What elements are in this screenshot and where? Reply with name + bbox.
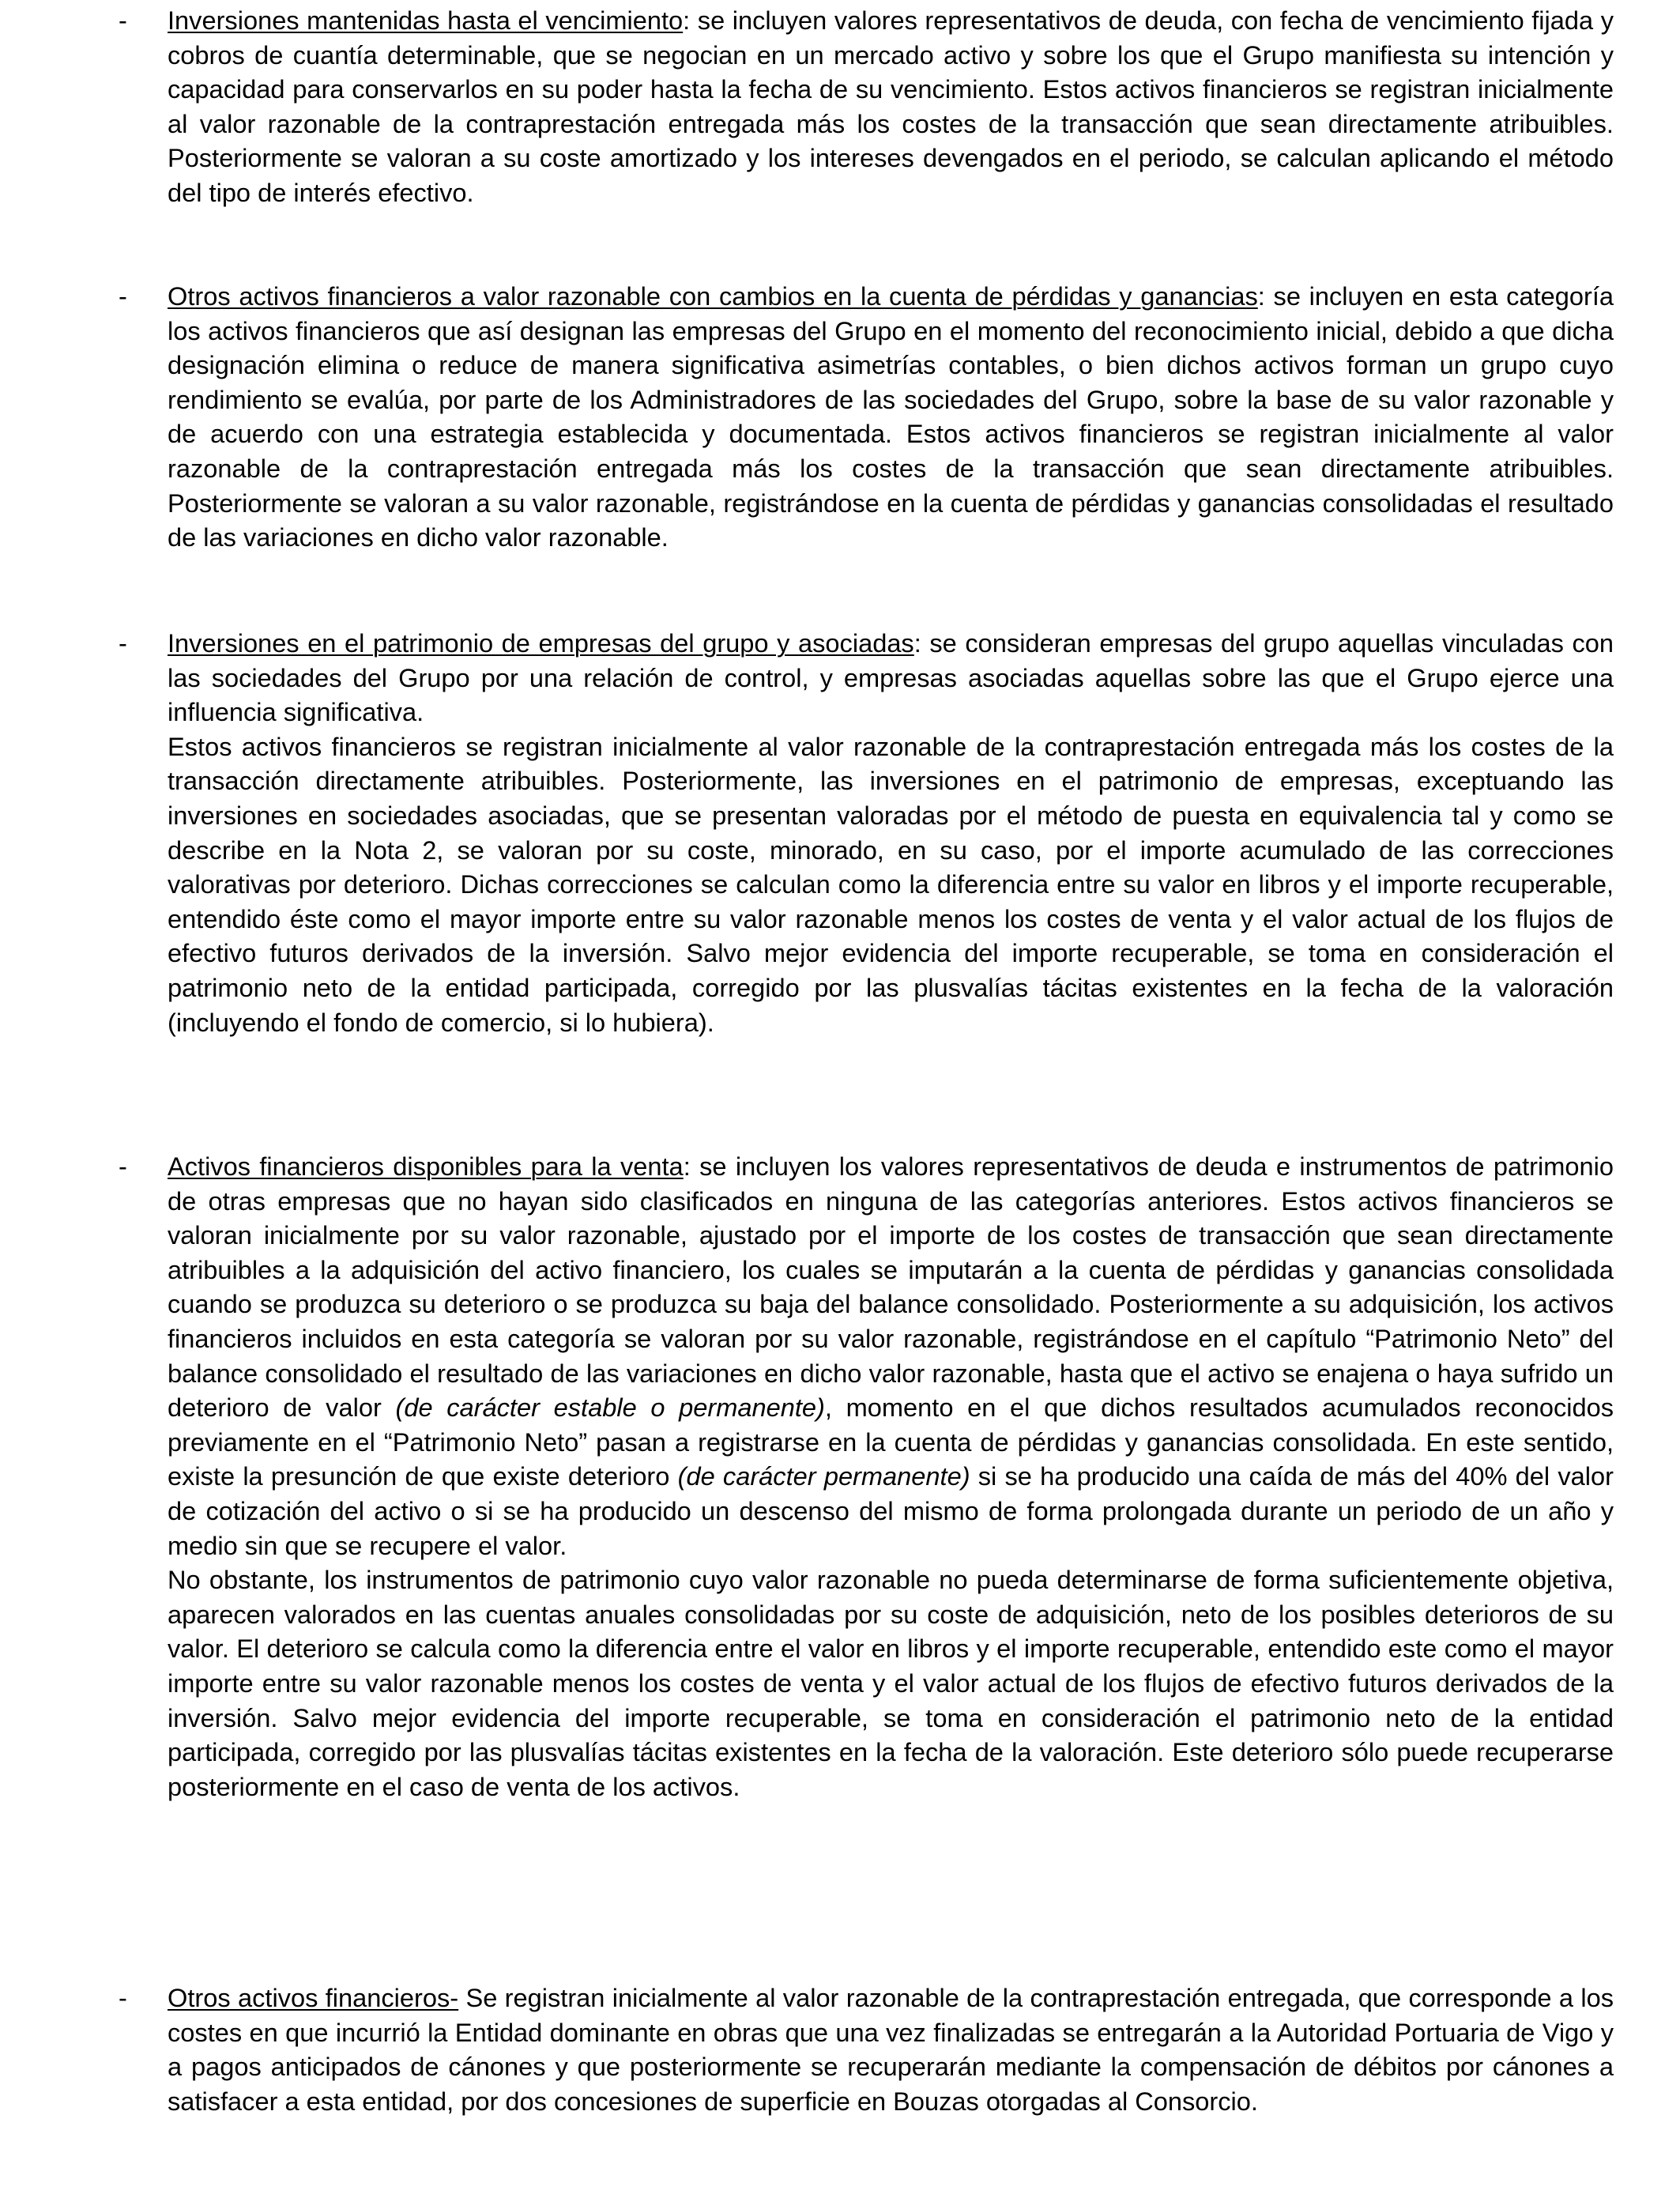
paragraph: Activos financieros disponibles para la venta: se incluyen los valores representativos de deuda e instrumentos de patrimonio de otras empresas que no hayan sido clasificados en ninguna de las categorías anteriores. Estos activos financieros se valoran inicialmente por su valor razonable, ajustado por el importe de los costes de transacción que sean directamente atribuibles a la adquisición del activo financiero, los cuales se imputarán a la cuenta de pérdidas y ganancias consolidada cuando se produzca su deterioro o se produzca su baja del balance consolidado. Posteriormente a su adquisición, los activos financieros incluidos en esta categoría se valoran por su valor razonable, registrándose en el capítulo “Patrimonio Neto” del balance consolidado el resultado de las variaciones en dicho valor razonable, hasta que el activo se enajena o haya sufrido un deterioro de valor (de carácter estable o permanente), momento en el que dichos resultados acumulados reconocidos previamente en el “Patrimonio Neto” pasan a registrarse en la cuenta de pérdidas y ganancias consolidada. En este sentido, existe la presunción de que existe deterioro (de carácter permanente) si se ha producido una caída de más del 40% del valor de cotización del activo o si se ha producido un descenso del mismo de forma prolongada durante un periodo de un año y medio sin que se recupere el valor. [168, 1152, 1614, 1560]
bullet-dash: - [119, 6, 127, 35]
bullet-dash: - [119, 628, 127, 658]
bullet-dash: - [119, 1983, 127, 2012]
paragraph-text: se incluyen valores representativos de deuda, con fecha de vencimiento fijada y cobros de cuantía determinable, que se negocian en un mercado activo y sobre los que el Grupo manifiesta su intención y capacidad para conservarlos en su poder hasta la fecha de su vencimiento. Estos activos financieros se registran inicialmente al valor razonable de la contraprestación entregada más los costes de la transacción que sean directamente atribuibles. Posteriormente se valoran a su coste amortizado y los intereses devengados en el periodo, se calculan aplicando el método del tipo de interés efectivo. [168, 6, 1614, 207]
section-heading: Activos financieros disponibles para la venta [168, 1152, 684, 1181]
bullet-dash: - [119, 281, 127, 311]
paragraph-text: Se registran inicialmente al valor razonable de la contraprestación entregada, que corresponde a los costes en que incurrió la Entidad dominante en obras que una vez finalizadas se entregarán a la Autoridad Portuaria de Vigo y a pagos anticipados de cánones y que posteriormente se recuperarán mediante la compensación de débitos por cánones a satisfacer a esta entidad, por dos concesiones de superficie en Bouzas otorgadas al Consorcio. [168, 1983, 1614, 2116]
paragraph-text: se incluyen los valores representativos de deuda e instrumentos de patrimonio de otras empresas que no hayan sido clasificados en ninguna de las categorías anteriores. Estos activos financieros se valoran inicialmente por su valor razonable, ajustado por el importe de los costes de transacción que sean directamente atribuibles a la adquisición del activo financiero, los cuales se imputarán a la cuenta de pérdidas y ganancias consolidada cuando se produzca su deterioro o se produzca su baja del balance consolidado. Posteriormente a su adquisición, los activos financieros incluidos en esta categoría se valoran por su valor razonable, registrándose en el capítulo “Patrimonio Neto” del balance consolidado el resultado de las variaciones en dicho valor razonable, hasta que el activo se enajena o haya sufrido un deterioro de valor [168, 1152, 1614, 1423]
paragraph: No obstante, los instrumentos de patrimonio cuyo valor razonable no pueda determinarse de forma suficientemente objetiva, aparecen valorados en las cuentas anuales consolidadas por su coste de adquisición, neto de los posibles deterioros de su valor. El deterioro se calcula como la diferencia entre el valor en libros y el importe recuperable, entendido este como el mayor importe entre su valor razonable menos los costes de venta y el valor actual de los flujos de efectivo futuros derivados de la inversión. Salvo mejor evidencia del importe recuperable, se toma en consideración el patrimonio neto de la entidad participada, corregido por las plusvalías tácitas existentes en la fecha de la valoración. Este deterioro sólo puede recuperarse posteriormente en el caso de venta de los activos. [168, 1565, 1614, 1801]
paragraph: Inversiones en el patrimonio de empresas del grupo y asociadas: se consideran empresas del grupo aquellas vinculadas con las sociedades del Grupo por una relación de control, y empresas asociadas aquellas sobre las que el Grupo ejerce una influencia significativa. [168, 628, 1614, 727]
paragraph-text: , momento en el que dichos resultados acumulados reconocidos previamente en el “Patrimonio Neto” pasan a registrarse en la cuenta de pérdidas y ganancias consolidada. En este sentido, existe la presunción de que existe deterioro [168, 1393, 1614, 1491]
bullet-item-valor-razonable-pyg [119, 279, 1614, 555]
section-heading: Otros activos financieros a valor razonable con cambios en la cuenta de pérdidas y ganancias [168, 281, 1258, 311]
paragraph-text: se consideran empresas del grupo aquellas vinculadas con las sociedades del Grupo por una relación de control, y empresas asociadas aquellas sobre las que el Grupo ejerce una influencia significativa. [168, 628, 1614, 727]
bullet-dash: - [119, 1152, 127, 1181]
section-heading: Inversiones en el patrimonio de empresas del grupo y asociadas [168, 628, 914, 658]
paragraph-text: se incluyen en esta categoría los activos financieros que así designan las empresas del Grupo en el momento del reconocimiento inicial, debido a que dicha designación elimina o reduce de manera significativa asimetrías contables, o bien dichos activos forman un grupo cuyo rendimiento se evalúa, por parte de los Administradores de las sociedades del Grupo, sobre la base de su valor razonable y de acuerdo con una estrategia establecida y documentada. Estos activos financieros se registran inicialmente al valor razonable de la contraprestación entregada más los costes de la transacción que sean directamente atribuibles. Posteriormente se valoran a su valor razonable, registrándose en la cuenta de pérdidas y ganancias consolidadas el resultado de las variaciones en dicho valor razonable. [168, 281, 1614, 552]
paragraph [168, 1981, 1614, 2118]
paragraph: Inversiones mantenidas hasta el vencimiento: se incluyen valores representativos de deuda, con fecha de vencimiento fijada y cobros de cuantía determinable, que se negocian en un mercado activo y sobre los que el Grupo manifiesta su intención y capacidad para conservarlos en su poder hasta la fecha de su vencimiento. Estos activos financieros se registran inicialmente al valor razonable de la contraprestación entregada más los costes de la transacción que sean directamente atribuibles. Posteriormente se valoran a su coste amortizado y los intereses devengados en el periodo, se calculan aplicando el método del tipo de interés efectivo. [168, 6, 1614, 207]
paragraph: Estos activos financieros se registran inicialmente al valor razonable de la contraprestación entregada más los costes de la transacción directamente atribuibles. Posteriormente, las inversiones en el patrimonio de empresas, exceptuando las inversiones en sociedades asociadas, que se presentan valoradas por el método de puesta en equivalencia tal y como se describe en la Nota 2, se valoran por su coste, minorado, en su caso, por el importe acumulado de las correcciones valorativas por deterioro. Dichas correcciones se calculan como la diferencia entre su valor en libros y el importe recuperable, entendido éste como el mayor importe entre su valor razonable menos los costes de venta y el valor actual de los flujos de efectivo futuros derivados de la inversión. Salvo mejor evidencia del importe recuperable, se toma en consideración el patrimonio neto de la entidad participada, corregido por las plusvalías tácitas existentes en la fecha de la valoración (incluyendo el fondo de comercio, si lo hubiera). [168, 731, 1614, 1037]
italic-text: (de carácter permanente) [677, 1461, 970, 1491]
section-heading: Inversiones mantenidas hasta el vencimiento [168, 6, 684, 35]
bullet-item-otros-activos [119, 1981, 1614, 2118]
bullet-item-inversiones-vencimiento [119, 3, 1614, 210]
bullet-item-disponibles-venta [119, 1149, 1614, 1804]
paragraph-text: si se ha producido una caída de más del 40% del valor de cotización del activo o si se ha producido un descenso del mismo de forma prolongada durante un periodo de un año y medio sin que se recupere el valor. [168, 1461, 1614, 1560]
italic-text: (de carácter estable o permanente) [395, 1393, 825, 1423]
paragraph: Otros activos financieros a valor razonable con cambios en la cuenta de pérdidas y ganancias: se incluyen en esta categoría los activos financieros que así designan las empresas del Grupo en el momento del reconocimiento inicial, debido a que dicha designación elimina o reduce de manera significativa asimetrías contables, o bien dichos activos forman un grupo cuyo rendimiento se evalúa, por parte de los Administradores de las sociedades del Grupo, sobre la base de su valor razonable y de acuerdo con una estrategia establecida y documentada. Estos activos financieros se registran inicialmente al valor razonable de la contraprestación entregada más los costes de la transacción que sean directamente atribuibles. Posteriormente se valoran a su valor razonable, registrándose en la cuenta de pérdidas y ganancias consolidadas el resultado de las variaciones en dicho valor razonable. [168, 281, 1614, 552]
section-heading: Otros activos financieros- [168, 1983, 459, 2012]
bullet-item-empresas-grupo-asociadas [119, 626, 1614, 1039]
